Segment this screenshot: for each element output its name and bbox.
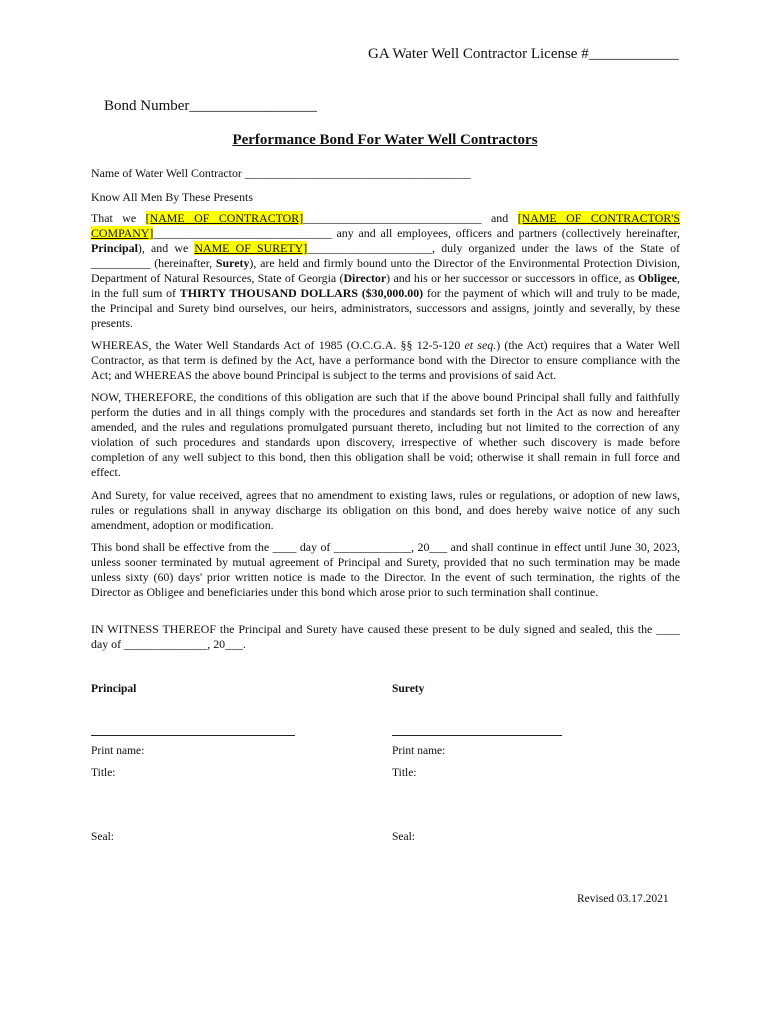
principal-signature-line xyxy=(91,735,295,736)
principal-seal-label: Seal: xyxy=(91,831,114,843)
document-title: Performance Bond For Water Well Contractors xyxy=(232,132,538,148)
surety-print-name-label: Print name: xyxy=(392,745,446,757)
surety-title-label: Title: xyxy=(392,767,417,779)
know-all-line: Know All Men By These Presents xyxy=(91,190,253,204)
paragraph-parties: That we [NAME OF CONTRACTOR]______________________________ and [NAME OF CONTRACTOR'S COMPANY]______________________________ any and all employees, officers and partners (collectively hereinafter, Principal), and we NAME OF SURETY]_____________________, duly organized under the laws of the State of __________ (hereinafter, Surety), are held and firmly bound unto the Director of the Environmental Protection Division, Department of Natural Resources, State of Georgia (Director) and his or her successor or successors in office, as Obligee, in the full sum of THIRTY THOUSAND DOLLARS ($30,000.00) for the payment of which will and truly to be made, the Principal and Surety bind ourselves, our heirs, administrators, successors and assigns, jointly and severally, by these presents. xyxy=(91,211,681,330)
contractor-name-highlight: [NAME OF CONTRACTOR] xyxy=(145,211,304,225)
paragraph-conditions: NOW, THEREFORE, the conditions of this obligation are such that if the above bound Principal shall fully and faithfully perform the duties and in all things comply with the procedures and standards set forth in the Act as now and hereafter amended, and the rules and regulations promulgated pursuant thereto, including but not limited to the correction of any violation of such procedures and standards upon discovery, irrespective of whether such discovery is made before completion of any well subject to this bond, then this obligation shall be void; otherwise it shall remain in full force and effect. xyxy=(91,390,680,479)
license-number-field: GA Water Well Contractor License #____________ xyxy=(368,46,679,62)
surety-name-highlight: NAME OF SURETY] xyxy=(194,241,308,255)
principal-print-name-label: Print name: xyxy=(91,745,145,757)
revision-date: Revised 03.17.2021 xyxy=(577,893,669,905)
principal-heading: Principal xyxy=(91,683,137,695)
surety-signature-line xyxy=(392,735,562,736)
contractor-company-highlight: [NAME OF CONTRACTOR'S COMPANY] xyxy=(91,211,681,240)
surety-heading: Surety xyxy=(392,683,425,695)
surety-seal-label: Seal: xyxy=(392,831,415,843)
bond-number-field: Bond Number_________________ xyxy=(104,98,317,114)
paragraph-effective-date: This bond shall be effective from the ____ day of _____________, 20___ and shall continue in effect until June 30, 2023, unless sooner terminated by mutual agreement of Principal and Surety, provided that no such termination may be made unless sixty (60) days' prior written notice is made to the Director. In the event of such termination, the rights of the Director as Obligee and beneficiaries under this bond which arose prior to such termination shall continue. xyxy=(91,540,680,599)
paragraph-whereas: WHEREAS, the Water Well Standards Act of 1985 (O.C.G.A. §§ 12-5-120 et seq.) (the Act) requires that a Water Well Contractor, as that term is defined by the Act, have a performance bond with the Director to ensure compliance with the Act; and WHEREAS the above bound Principal is subject to the terms and provisions of said Act. xyxy=(91,338,680,382)
paragraph-witness: IN WITNESS THEREOF the Principal and Surety have caused these present to be duly signed and sealed, this the ____ day of ______________, 20___. xyxy=(91,622,680,651)
paragraph-surety-waiver: And Surety, for value received, agrees that no amendment to existing laws, rules or regulations, or adoption of new laws, rules or regulations shall in anyway discharge its obligation on this bond, and does hereby waive notice of any such amendment, adoption or modification. xyxy=(91,488,680,532)
principal-title-label: Title: xyxy=(91,767,116,779)
contractor-name-line: Name of Water Well Contractor ______________________________________ xyxy=(91,166,471,180)
